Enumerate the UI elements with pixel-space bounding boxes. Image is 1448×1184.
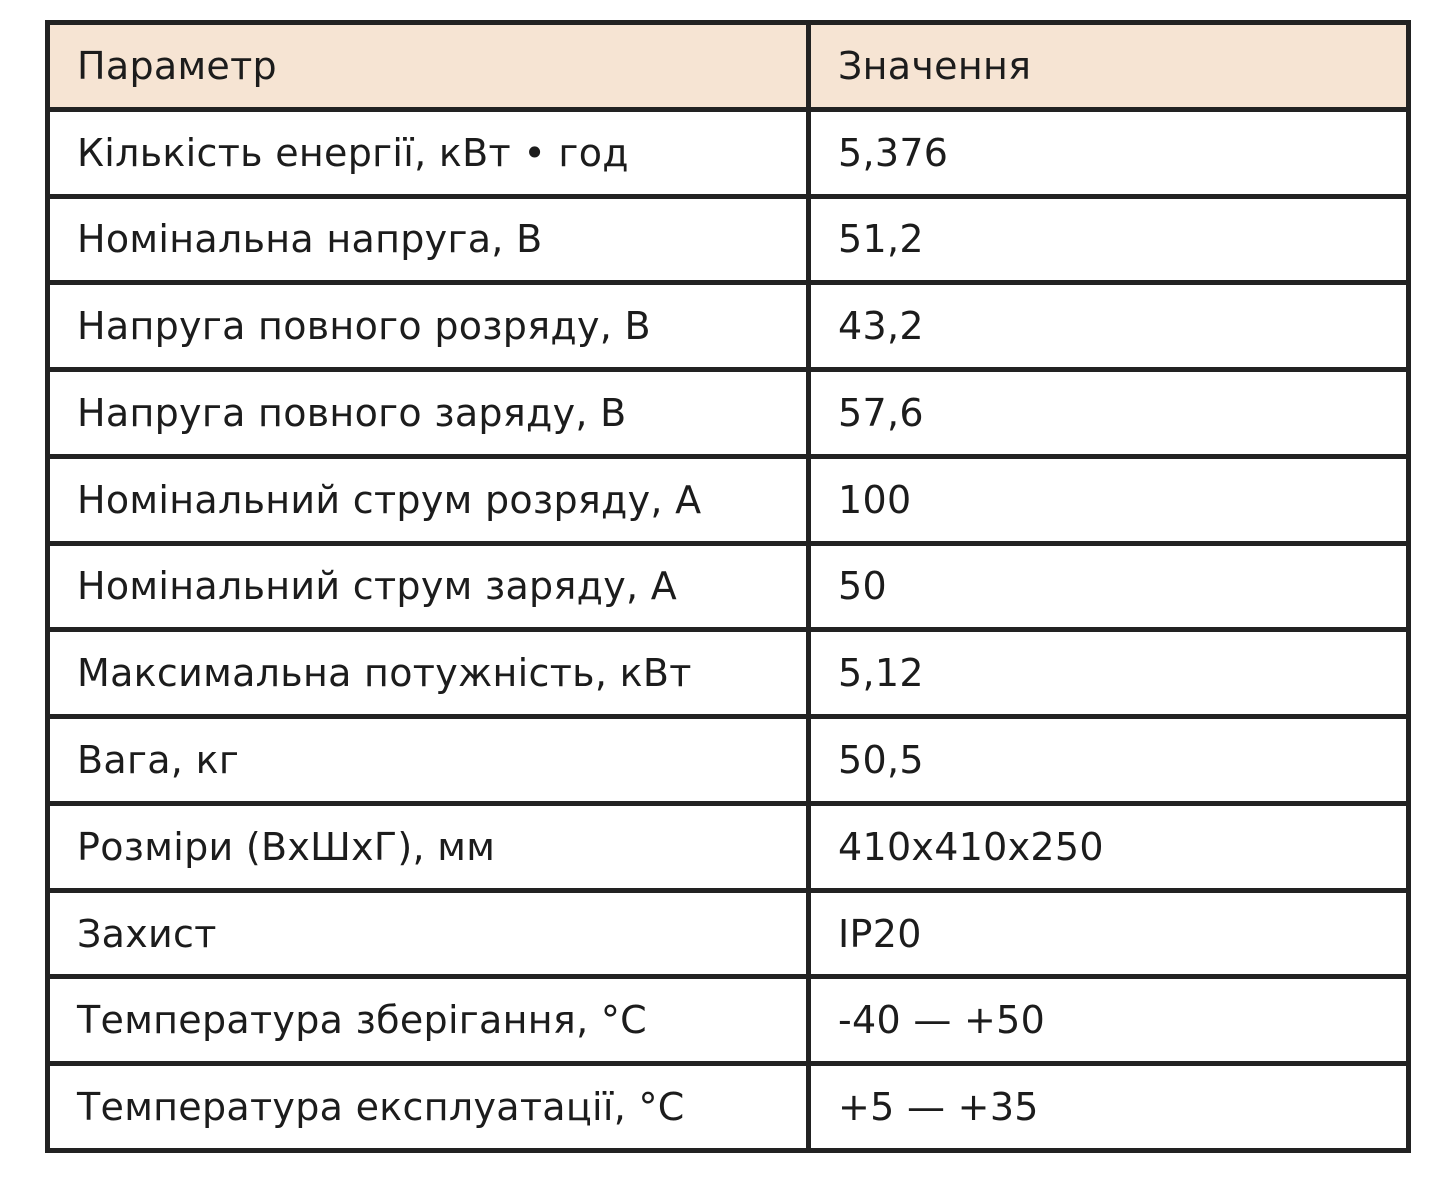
row-parameter: Номінальний струм розряду, А [48, 456, 809, 543]
row-value: 50 [809, 543, 1409, 630]
row-value: 50,5 [809, 717, 1409, 804]
row-value: 5,12 [809, 630, 1409, 717]
row-parameter: Напруга повного заряду, В [48, 370, 809, 457]
table-row [48, 717, 1409, 804]
table-row [48, 1064, 1409, 1151]
table-row [48, 977, 1409, 1064]
table-row [48, 456, 1409, 543]
row-parameter: Температура зберігання, °С [48, 977, 809, 1064]
row-parameter: Номінальний струм заряду, А [48, 543, 809, 630]
row-value: 100 [809, 456, 1409, 543]
row-parameter: Вага, кг [48, 717, 809, 804]
row-value: +5 — +35 [809, 1064, 1409, 1151]
table-header-row [48, 23, 1409, 110]
table-row [48, 543, 1409, 630]
row-parameter: Температура експлуатації, °С [48, 1064, 809, 1151]
row-parameter: Номінальна напруга, В [48, 196, 809, 283]
header-parameter: Параметр [48, 23, 809, 110]
row-value: 51,2 [809, 196, 1409, 283]
table-row [48, 196, 1409, 283]
header-value: Значення [809, 23, 1409, 110]
table-row [48, 630, 1409, 717]
row-parameter: Кількість енергії, кВт • год [48, 109, 809, 196]
row-value: 57,6 [809, 370, 1409, 457]
row-value: 410x410x250 [809, 803, 1409, 890]
table-row [48, 890, 1409, 977]
row-parameter: Захист [48, 890, 809, 977]
table-row [48, 370, 1409, 457]
row-value: 5,376 [809, 109, 1409, 196]
spec-table [45, 20, 1411, 1153]
row-value: IP20 [809, 890, 1409, 977]
table-row [48, 803, 1409, 890]
row-value: 43,2 [809, 283, 1409, 370]
table-row [48, 283, 1409, 370]
row-parameter: Напруга повного розряду, В [48, 283, 809, 370]
row-parameter: Розміри (ВхШхГ), мм [48, 803, 809, 890]
table-row [48, 109, 1409, 196]
row-parameter: Максимальна потужність, кВт [48, 630, 809, 717]
row-value: -40 — +50 [809, 977, 1409, 1064]
